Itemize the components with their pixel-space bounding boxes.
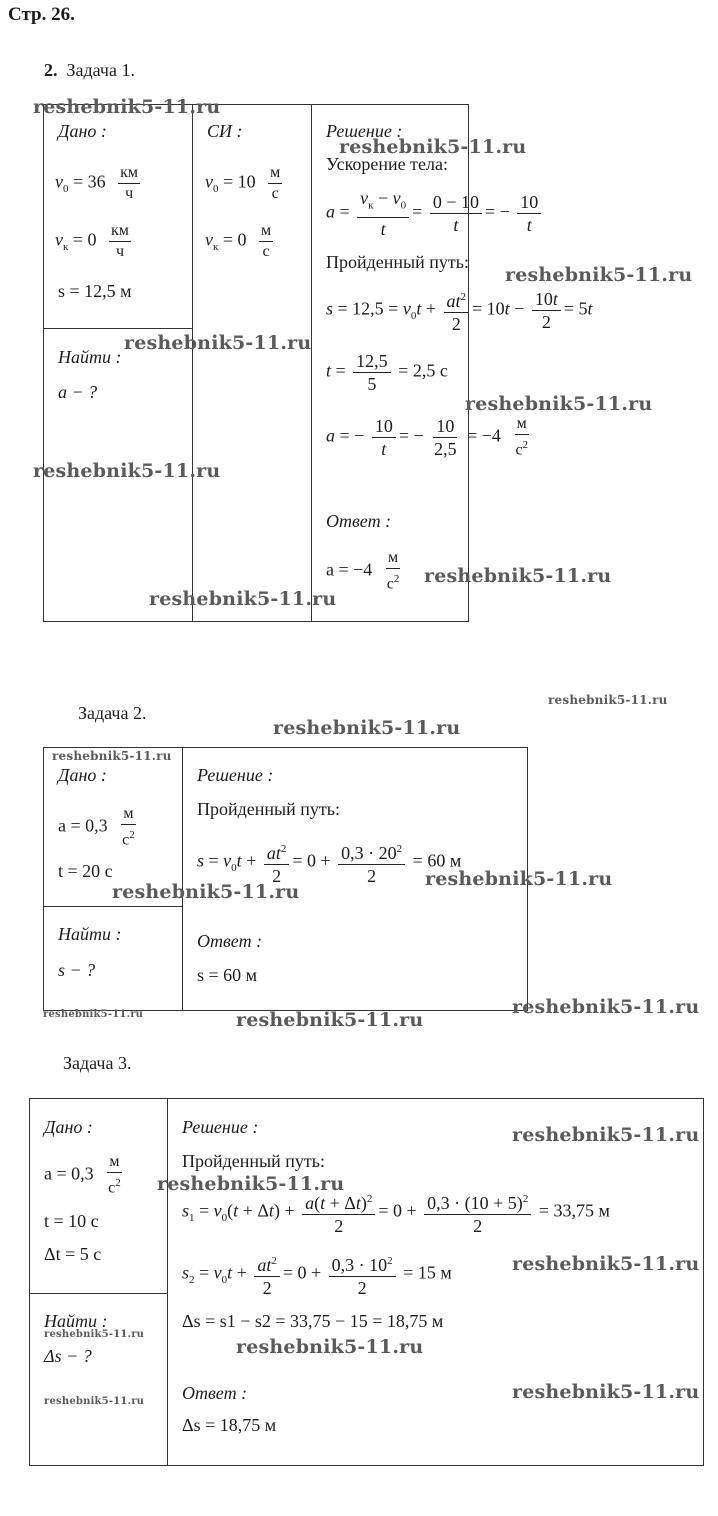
watermark: reshebnik5-11.ru <box>425 868 613 890</box>
watermark: reshebnik5-11.ru <box>424 565 612 587</box>
task3-label: Задача 3. <box>63 1053 132 1073</box>
task3-given-dt: Δt = 5 с <box>44 1244 102 1264</box>
watermark: reshebnik5-11.ru <box>512 996 700 1018</box>
task2-path-formula: $s = v_0t$ + $\frac{at^2}{2}$ = 0 + $\frac{0,3 \cdot 20^2}{2}$ = 60 м <box>197 838 461 887</box>
page-number: Стр. 26. <box>8 4 75 25</box>
task1-given-v0: $v_0 = 36$ $\frac{км}{ч}$ <box>55 164 139 202</box>
task2-find-title: Найти : <box>58 924 122 944</box>
watermark: reshebnik5-11.ru <box>44 1396 145 1407</box>
watermark: reshebnik5-11.ru <box>33 96 221 118</box>
task3-find-value: Δs − ? <box>44 1346 92 1366</box>
task3-solution-title: Решение : <box>182 1117 259 1137</box>
task3-divider <box>167 1098 168 1466</box>
task2-divider <box>182 747 183 1011</box>
watermark: reshebnik5-11.ru <box>112 881 300 903</box>
task2-answer: s = 60 м <box>197 965 258 985</box>
task1-given-vk: $v_к = 0$ $\frac{км}{ч}$ <box>55 222 129 260</box>
watermark: reshebnik5-11.ru <box>44 1329 145 1340</box>
section-number: 2. <box>44 60 58 80</box>
task1-divider-2 <box>311 104 312 622</box>
watermark: reshebnik5-11.ru <box>157 1173 345 1195</box>
task3-answer: Δs = 18,75 м <box>182 1415 277 1435</box>
task3-answer-title: Ответ : <box>182 1383 248 1403</box>
task1-solution-line1: Ускорение тела: <box>326 154 448 174</box>
task2-given-title: Дано : <box>58 765 107 785</box>
watermark: reshebnik5-11.ru <box>465 393 653 415</box>
task2-find-value: s − ? <box>58 960 96 980</box>
task3-s2-formula: $s_2 = v_0t$ + $\frac{at^2}{2}$ = 0 + $\frac{0,3 \cdot 10^2}{2}$ = 15 м <box>182 1250 452 1299</box>
watermark: reshebnik5-11.ru <box>149 588 337 610</box>
task2-label: Задача 2. <box>78 703 147 723</box>
watermark: reshebnik5-11.ru <box>548 693 668 707</box>
watermark: reshebnik5-11.ru <box>236 1336 424 1358</box>
watermark: reshebnik5-11.ru <box>52 749 172 763</box>
task1-given-find-divider <box>43 328 192 329</box>
watermark: reshebnik5-11.ru <box>273 717 461 739</box>
watermark: reshebnik5-11.ru <box>43 1009 144 1020</box>
task1-si-title: СИ : <box>207 121 243 141</box>
task1-accel-result: a = − $\frac{10}{t}$ = − $\frac{10}{2,5}$ = −4 $\frac{м}{с^2}$ <box>326 415 529 459</box>
watermark: reshebnik5-11.ru <box>505 264 693 286</box>
task2-answer-title: Ответ : <box>197 931 263 951</box>
watermark: reshebnik5-11.ru <box>124 332 312 354</box>
task1-path-formula: $s = 12,5 = v_0t$ + $\frac{at^2}{2}$ = 10t − $\frac{10t}{2}$ = 5t <box>326 286 593 335</box>
task2-solution-line1: Пройденный путь: <box>197 799 340 819</box>
watermark: reshebnik5-11.ru <box>512 1253 700 1275</box>
task3-given-a: a = 0,3 $\frac{м}{с^2}$ <box>44 1153 121 1197</box>
watermark: reshebnik5-11.ru <box>339 136 527 158</box>
task3-solution-line1: Пройденный путь: <box>182 1151 325 1171</box>
task3-find-title: Найти : <box>44 1311 108 1331</box>
task1-given-title: Дано : <box>58 121 107 141</box>
task1-given-s: s = 12,5 м <box>58 281 132 301</box>
task2-given-t: t = 20 с <box>58 861 113 881</box>
task1-answer: a = −4 $\frac{м}{с^2}$ <box>326 549 400 593</box>
task1-label: 2. Задача 1. <box>44 60 135 80</box>
task2-given-find-divider <box>43 906 182 907</box>
task1-si-v0: $v_0 = 10$ $\frac{м}{с}$ <box>205 164 281 202</box>
task1-find-value: a − ? <box>58 382 98 402</box>
task1-si-vk: $v_к = 0$ $\frac{м}{с}$ <box>205 222 272 260</box>
task1-time-formula: t = $\frac{12,5}{5}$ = 2,5 с <box>326 351 448 394</box>
watermark: reshebnik5-11.ru <box>33 460 221 482</box>
task1-accel-formula: a = $\frac{v_к - v_0}{t}$ = $\frac{0 - 10}{t}$ = − $\frac{10}{t}$ <box>326 187 544 240</box>
task2-solution-title: Решение : <box>197 765 274 785</box>
task3-given-t: t = 10 с <box>44 1211 99 1231</box>
watermark: reshebnik5-11.ru <box>512 1381 700 1403</box>
task1-solution-line3: Пройденный путь: <box>326 252 469 272</box>
task1-divider-1 <box>192 104 193 622</box>
task2-given-a: a = 0,3 $\frac{м}{с^2}$ <box>58 805 135 849</box>
task1-find-title: Найти : <box>58 347 122 367</box>
watermark: reshebnik5-11.ru <box>236 1009 424 1031</box>
task3-given-title: Дано : <box>44 1117 93 1137</box>
watermark: reshebnik5-11.ru <box>512 1124 700 1146</box>
task1-answer-title: Ответ : <box>326 511 392 531</box>
task1-solution-title: Решение : <box>326 121 403 141</box>
task3-ds-formula: Δs = s1 − s2 = 33,75 − 15 = 18,75 м <box>182 1311 444 1331</box>
task3-given-find-divider <box>29 1293 167 1294</box>
task3-s1-formula: $s_1 = v_0(t + \Delta t)$ + $\frac{a(t + \Delta t)^2}{2}$ = 0 + $\frac{0,3 \cdot (10 + 5)^2}{2}$ = 33,75 м <box>182 1188 610 1237</box>
